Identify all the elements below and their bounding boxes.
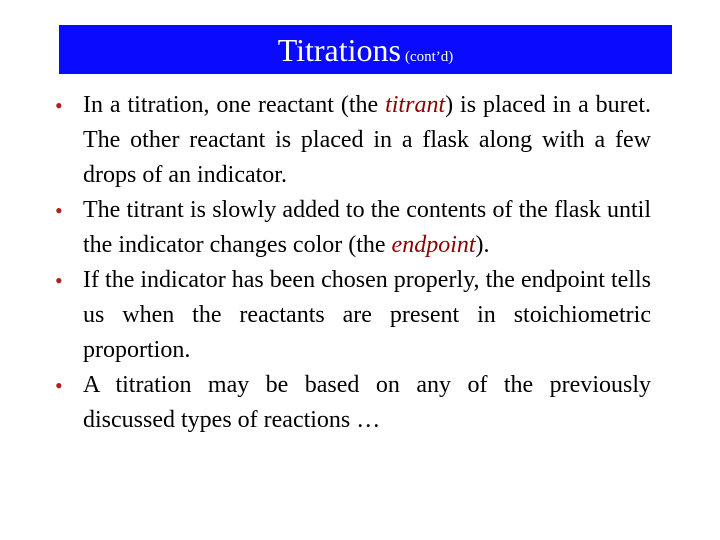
term-titrant: titrant [385, 92, 446, 118]
bullet-item-endpoint [55, 193, 651, 263]
bullet-marker-icon: • [55, 373, 63, 398]
term-endpoint: endpoint [391, 232, 476, 258]
bullet-marker-icon: • [55, 93, 63, 118]
bullet-item-indicator [55, 263, 651, 368]
bullet-marker-icon: • [55, 268, 63, 293]
slide-title-suffix: (cont’d) [404, 49, 454, 65]
bullet-text-after: ). [475, 232, 490, 258]
slide-title-bar [59, 25, 672, 74]
bullet-marker-icon: • [55, 198, 63, 223]
bullet-text-after: ) is placed in a buret. The other reactant is placed in a flask along with a few drops of an indicator. [83, 92, 651, 188]
bullet-text-before: In a titration, one reactant (the [83, 92, 386, 118]
bullet-item-titrant [55, 88, 651, 193]
slide-title: Titrations [277, 32, 401, 68]
bullet-text-before: The titrant is slowly added to the contents of the flask until the indicator changes color (the [83, 197, 651, 258]
bullet-text: If the indicator has been chosen properly, the endpoint tells us when the reactants are present in stoichiometric proportion. [83, 267, 651, 363]
bullet-item-reaction-types [55, 368, 651, 438]
bullet-text: A titration may be based on any of the previously discussed types of reactions … [83, 372, 651, 433]
bullet-list [55, 88, 651, 438]
